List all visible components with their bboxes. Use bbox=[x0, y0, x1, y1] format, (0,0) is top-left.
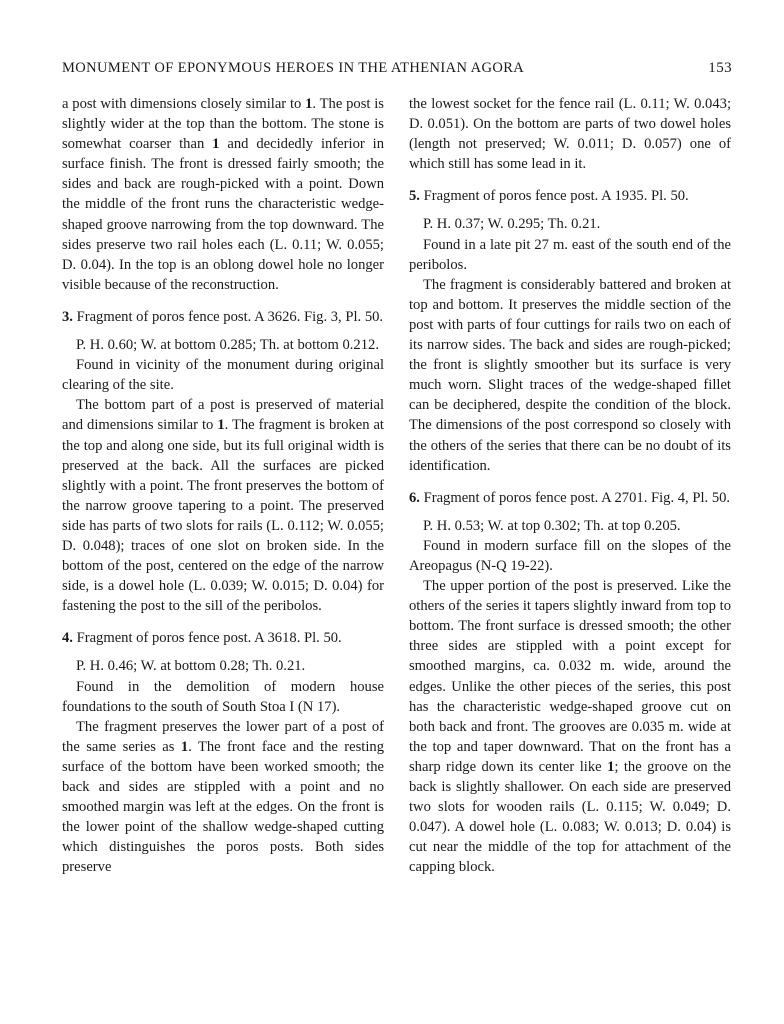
right-column bbox=[409, 94, 731, 877]
catalog-entry-3-description: The bottom part of a post is preserved of material and dimensions similar to 1. The fragment is broken at the top and along one side, but its full original width is preserved at the back. All the surfaces are picked slightly with a point. The front preserves the bottom of the narrow groove tapering to a point. The preserved side has parts of two slots for rails (L. 0.112; W. 0.055; D. 0.048); traces of one slot on broken side. In the bottom of the post, centered on the edge of the narrow side, is a dowel hole (L. 0.039; W. 0.015; D. 0.04) for fastening the post to the sill of the peribolos. bbox=[62, 397, 384, 615]
continued-paragraph-right: the lowest socket for the fence rail (L. 0.11; W. 0.043; D. 0.051). On the bottom are parts of two dowel holes (length not preserved; W. 0.011; D. 0.057) one of which still has some lead in it. bbox=[409, 96, 731, 173]
catalog-entry-4-dimensions: P. H. 0.46; W. at bottom 0.28; Th. 0.21. bbox=[76, 658, 306, 675]
catalog-entry-4-findspot: Found in the demolition of modern house foundations to the south of South Stoa I (N 17). bbox=[62, 678, 384, 715]
catalog-entry-4-heading: 4. Fragment of poros fence post. A 3618. Pl. 50. bbox=[62, 630, 342, 647]
catalog-entry-5-description: The fragment is considerably battered and broken at top and bottom. It preserves the middle section of the post with parts of four cuttings for rails two on each of its narrow sides. The back and sides are rough-picked; the front is slightly smoother but its surface is very much worn. Slight traces of the wedge-shaped fillet can be deciphered, despite the condition of the block. The dimensions of the post correspond so closely with the others of the series that there can be no doubt of its identification. bbox=[409, 276, 731, 474]
catalog-entry-3-heading: 3. Fragment of poros fence post. A 3626. Fig. 3, Pl. 50. bbox=[62, 308, 384, 325]
catalog-entry-5-findspot: Found in a late pit 27 m. east of the south end of the peribolos. bbox=[409, 236, 731, 273]
catalog-entry-3-dimensions: P. H. 0.60; W. at bottom 0.285; Th. at bottom 0.212. bbox=[76, 337, 379, 354]
catalog-entry-3-findspot: Found in vicinity of the monument during original clearing of the site. bbox=[62, 357, 384, 394]
catalog-entry-6-heading: 6. Fragment of poros fence post. A 2701. Fig. 4, Pl. 50. bbox=[409, 489, 731, 506]
running-header bbox=[62, 60, 732, 80]
running-title: MONUMENT OF EPONYMOUS HEROES IN THE ATHENIAN AGORA bbox=[62, 60, 525, 76]
catalog-entry-4-description: The fragment preserves the lower part of a post of the same series as 1. The front face and the resting surface of the bottom have been worked smooth; the back and sides are stippled with a point and no smoothed margin was left at the edges. On the front is the lower point of the shallow wedge-shaped cutting which distinguishes the poros posts. Both sides preserve bbox=[62, 718, 384, 876]
page-number: 153 bbox=[708, 60, 732, 76]
continued-paragraph: a post with dimensions closely similar to 1. The post is slightly wider at the top than the bottom. The stone is somewhat coarser than 1 and decidedly inferior in surface finish. The front is dressed fairly smooth; the sides and back are rough-picked with a point. Down the middle of the front runs the characteristic wedge-shaped groove narrowing from the top downward. The sides preserve two rail holes each (L. 0.11; W. 0.055; D. 0.04). In the top is an oblong dowel hole no longer visible because of the reconstruction. bbox=[62, 96, 384, 293]
catalog-entry-6-dimensions: P. H. 0.53; W. at top 0.302; Th. at top 0.205. bbox=[423, 517, 681, 534]
catalog-entry-5-dimensions: P. H. 0.37; W. 0.295; Th. 0.21. bbox=[423, 216, 601, 233]
catalog-entry-5-heading: 5. Fragment of poros fence post. A 1935. Pl. 50. bbox=[409, 188, 689, 205]
catalog-entry-6-findspot: Found in modern surface fill on the slopes of the Areopagus (N-Q 19-22). bbox=[409, 537, 731, 574]
left-column bbox=[62, 94, 384, 877]
catalog-entry-6-description: The upper portion of the post is preserved. Like the others of the series it tapers slightly inward from top to bottom. The front surface is dressed smooth; the other three sides are stippled with a point except for smoothed margins, ca. 0.032 m. wide, around the edges. Unlike the other pieces of the series, this post has the characteristic wedge-shaped groove cut on both back and front. The grooves are 0.035 m. wide at the top and taper downward. That on the front has a sharp ridge down its center like 1; the groove on the back is slightly shallower. On each side are preserved two slots for wooden rails (L. 0.115; W. 0.049; D. 0.047). A dowel hole (L. 0.083; W. 0.013; D. 0.04) is cut near the middle of the top for attachment of the capping block. bbox=[409, 578, 731, 876]
